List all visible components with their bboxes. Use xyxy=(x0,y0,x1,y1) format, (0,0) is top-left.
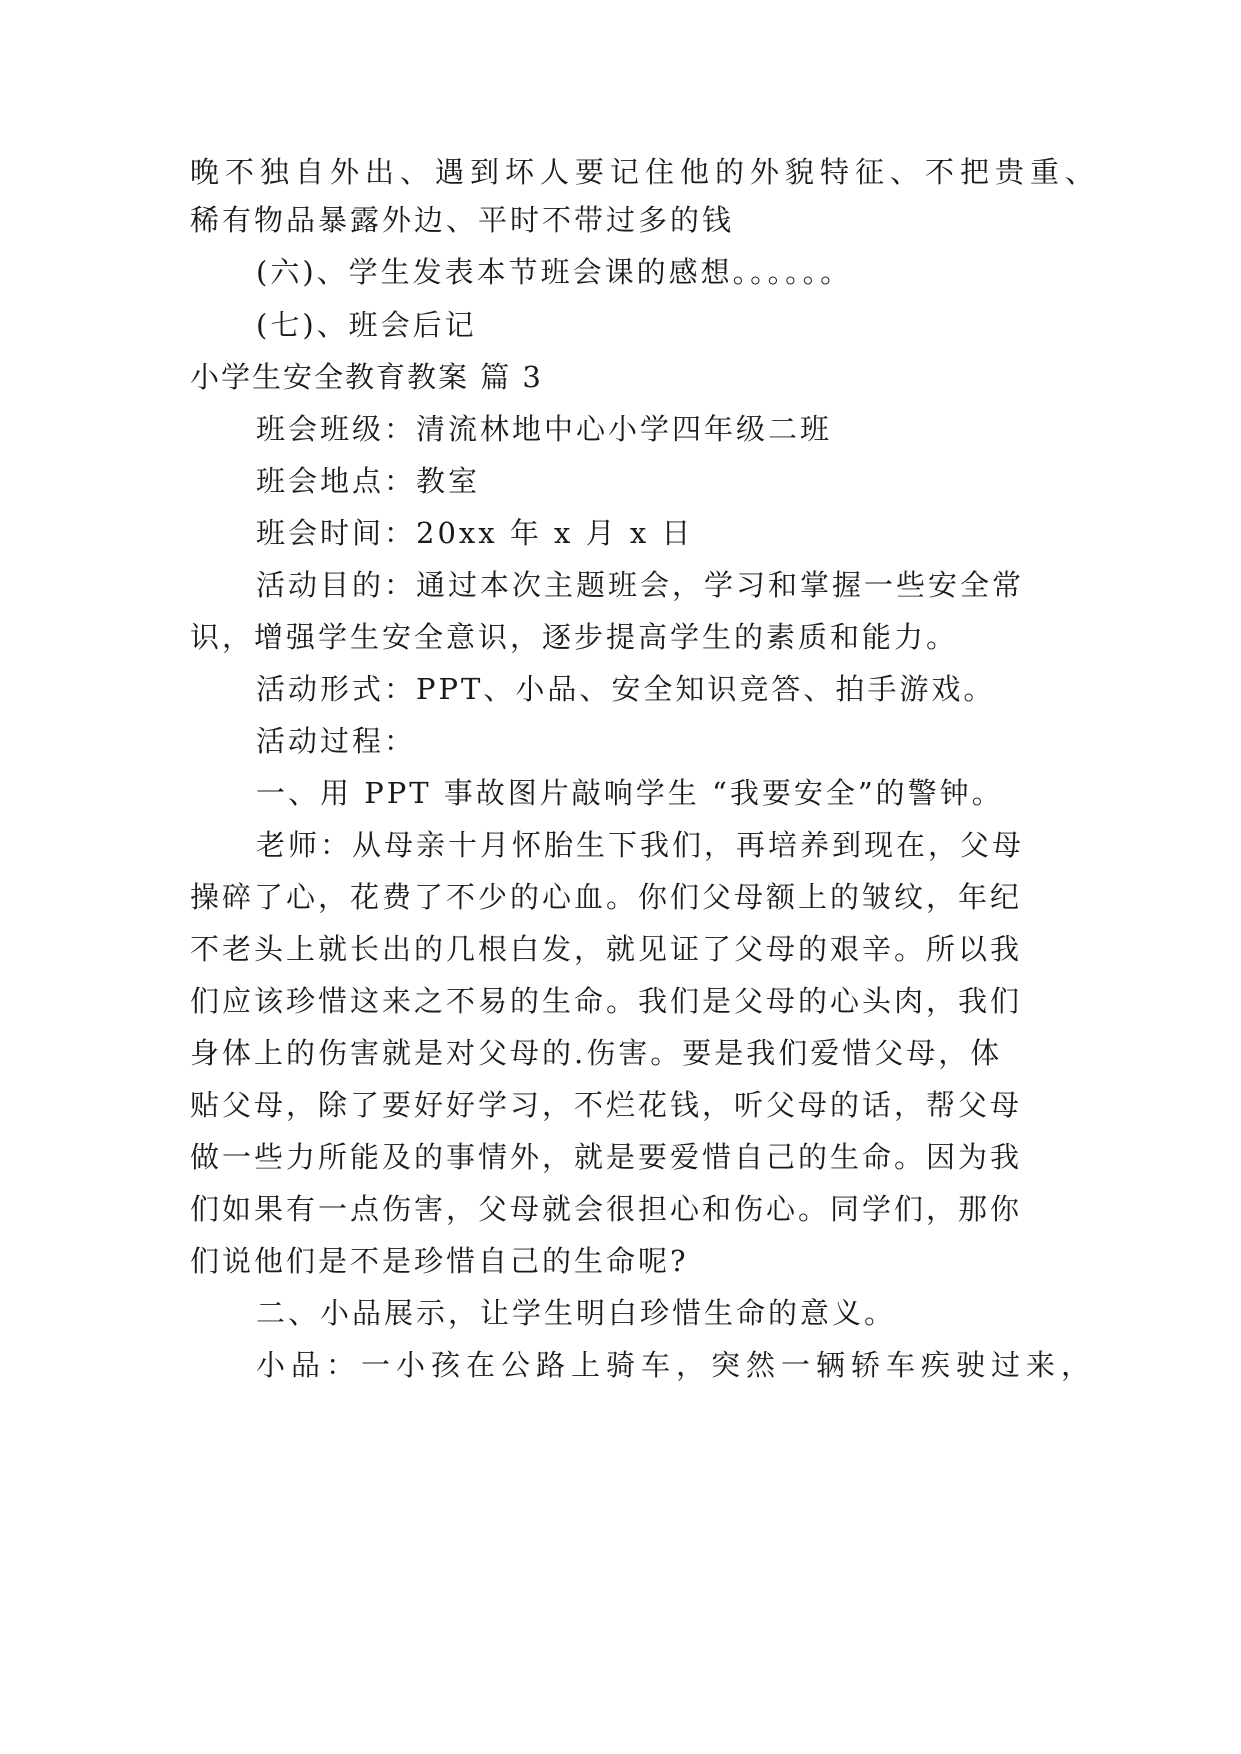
text-line-7: 班会地点：教室 xyxy=(256,464,481,498)
text-line-23: 二、小品展示，让学生明白珍惜生命的意义。 xyxy=(256,1296,897,1330)
text-line-10: 识，增强学生安全意识，逐步提高学生的素质和能力。 xyxy=(190,620,959,654)
text-line-4: (七)、班会后记 xyxy=(256,308,477,342)
text-line-9: 活动目的：通过本次主题班会，学习和掌握一些安全常 xyxy=(256,568,1025,602)
text-line-3: (六)、学生发表本节班会课的感想。。。。。。 xyxy=(256,255,853,289)
text-line-1: 晚不独自外出、遇到坏人要记住他的外貌特征、不把贵重、 xyxy=(190,155,1101,189)
text-line-14: 老师：从母亲十月怀胎生下我们，再培养到现在，父母 xyxy=(256,828,1025,862)
section-title: 小学生安全教育教案 篇 3 xyxy=(190,360,543,394)
text-line-19: 贴父母，除了要好好学习，不烂花钱，听父母的话，帮父母 xyxy=(190,1088,1023,1122)
text-line-12: 活动过程： xyxy=(256,724,417,758)
text-line-22: 们说他们是不是珍惜自己的生命呢? xyxy=(190,1244,689,1278)
text-line-11: 活动形式：PPT、小品、安全知识竞答、拍手游戏。 xyxy=(256,672,996,706)
text-line-16: 不老头上就长出的几根白发，就见证了父母的艰辛。所以我 xyxy=(190,932,1023,966)
text-line-13: 一、用 PPT 事故图片敲响学生 “我要安全”的警钟。 xyxy=(256,776,1004,810)
text-line-8: 班会时间：20xx 年 x 月 x 日 xyxy=(256,516,694,550)
text-line-17: 们应该珍惜这来之不易的生命。我们是父母的心头肉，我们 xyxy=(190,984,1023,1018)
text-line-15: 操碎了心，花费了不少的心血。你们父母额上的皱纹，年纪 xyxy=(190,880,1023,914)
text-line-24: 小品：一小孩在公路上骑车，突然一辆轿车疾驶过来， xyxy=(256,1348,1097,1382)
text-line-2: 稀有物品暴露外边、平时不带过多的钱 xyxy=(190,203,735,237)
text-line-6: 班会班级：清流林地中心小学四年级二班 xyxy=(256,412,833,446)
text-line-18: 身体上的伤害就是对父母的.伤害。要是我们爱惜父母，体 xyxy=(190,1036,1003,1070)
text-line-20: 做一些力所能及的事情外，就是要爱惜自己的生命。因为我 xyxy=(190,1140,1023,1174)
text-line-21: 们如果有一点伤害，父母就会很担心和伤心。同学们，那你 xyxy=(190,1192,1023,1226)
